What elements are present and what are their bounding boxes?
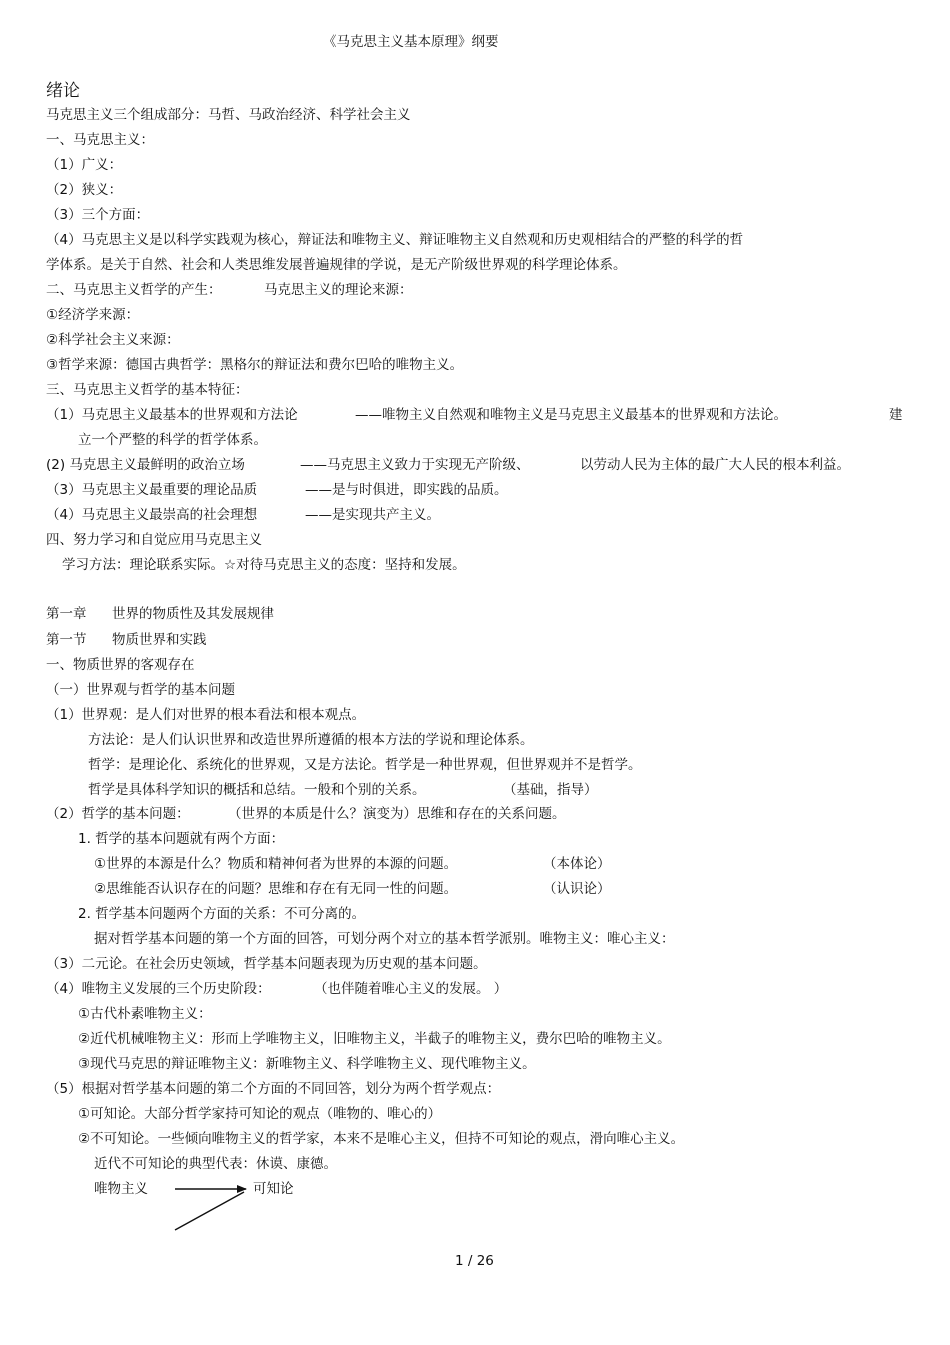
text-line: 三、马克思主义哲学的基本特征： [46,382,249,398]
text-line: 一、马克思主义： [46,132,154,148]
text-line: （也伴随着唯心主义的发展。 ） [314,981,508,997]
text-line: ——唯物主义自然观和唯物主义是马克思主义最基本的世界观和方法论。 [355,407,787,423]
text-line: ②思维能否认识存在的问题？思维和存在有无同一性的问题。 [94,881,458,897]
text-line: (2) 马克思主义最鲜明的政治立场 [46,457,245,473]
text-line: 以劳动人民为主体的最广大人民的根本利益。 [580,457,850,473]
text-line: 哲学：是理论化、系统化的世界观，又是方法论。哲学是一种世界观，但世界观并不是哲学。 [88,757,642,773]
text-line: ③哲学来源：德国古典哲学：黑格尔的辩证法和费尔巴哈的唯物主义。 [46,357,464,373]
text-line: ②不可知论。一些倾向唯物主义的哲学家，本来不是唯心主义，但持不可知论的观点，滑向唯心主义。 [78,1131,685,1147]
text-line: （1）广义： [46,157,123,173]
text-line: 建 [889,407,903,423]
text-line: 方法论：是人们认识世界和改造世界所遵循的根本方法的学说和理论体系。 [88,732,534,748]
document-title: 《马克思主义基本原理》纲要 [323,34,499,50]
text-line: （3）三个方面： [46,207,150,223]
section-heading: 物质世界和实践 [112,632,207,648]
text-line: ——是与时俱进，即实践的品质。 [305,482,508,498]
text-line: 马克思主义的理论来源： [264,282,413,298]
page-number: 1 / 26 [455,1253,494,1269]
text-line: 近代不可知论的典型代表：休谟、康德。 [94,1156,337,1172]
text-line: （1）世界观：是人们对世界的根本看法和根本观点。 [46,707,366,723]
text-line: 2. 哲学基本问题两个方面的关系：不可分离的。 [78,906,366,922]
text-line: （一）世界观与哲学的基本问题 [46,682,235,698]
text-line: （认识论） [543,881,611,897]
text-line: （3）马克思主义最重要的理论品质 [46,482,258,498]
text-line: （1）马克思主义最基本的世界观和方法论 [46,407,298,423]
text-line: 四、努力学习和自觉应用马克思主义 [46,532,262,548]
text-line: （4）马克思主义最崇高的社会理想 [46,507,258,523]
text-line: （3）二元论。在社会历史领域，哲学基本问题表现为历史观的基本问题。 [46,956,487,972]
chapter-heading: 世界的物质性及其发展规律 [112,606,274,622]
text-line: ——是实现共产主义。 [305,507,440,523]
section-heading: 第一节 [46,632,87,648]
chapter-heading: 第一章 [46,606,87,622]
text-line: （基础，指导） [503,782,598,798]
text-line: 马克思主义三个组成部分：马哲、马政治经济、科学社会主义 [46,107,411,123]
text-line: 二、马克思主义哲学的产生： [46,282,222,298]
text-line: 立一个严整的科学的哲学体系。 [78,432,267,448]
text-line: ②近代机械唯物主义：形而上学唯物主义，旧唯物主义，半截子的唯物主义，费尔巴哈的唯物主义。 [78,1031,671,1047]
text-line: 学习方法：理论联系实际。☆对待马克思主义的态度：坚持和发展。 [62,557,466,573]
text-line: （5）根据对哲学基本问题的第二个方面的不同回答，划分为两个哲学观点： [46,1081,501,1097]
diagram-label-knowability: 可知论 [253,1181,294,1197]
text-line: （2）狭义： [46,182,123,198]
text-line: ①古代朴素唯物主义： [78,1006,212,1022]
text-line: （2）哲学的基本问题： [46,806,190,822]
text-line: 一、物质世界的客观存在 [46,657,195,673]
text-line: 1. 哲学的基本问题就有两个方面： [78,831,285,847]
text-line: 据对哲学基本问题的第一个方面的回答，可划分两个对立的基本哲学派别。唯物主义：唯心主义： [94,931,675,947]
text-line: （4）马克思主义是以科学实践观为核心，辩证法和唯物主义、辩证唯物主义自然观和历史观相结合的严整的科学的哲 [46,232,744,248]
text-line: （4）唯物主义发展的三个历史阶段： [46,981,271,997]
text-line: ①可知论。大部分哲学家持可知论的观点（唯物的、唯心的） [78,1106,442,1122]
text-line: （本体论） [543,856,611,872]
text-line: ③现代马克思的辩证唯物主义：新唯物主义、科学唯物主义、现代唯物主义。 [78,1056,536,1072]
text-line: （世界的本质是什么？演变为）思维和存在的关系问题。 [228,806,566,822]
text-line: ——马克思主义致力于实现无产阶级、 [300,457,530,473]
diagram-label-materialism: 唯物主义 [94,1181,148,1197]
arrow-diagonal [175,1192,244,1230]
text-line: 哲学是具体科学知识的概括和总结。一般和个别的关系。 [88,782,426,798]
text-line: ①世界的本源是什么？物质和精神何者为世界的本源的问题。 [94,856,458,872]
text-line: ①经济学来源： [46,307,140,323]
text-line: ②科学社会主义来源： [46,332,180,348]
section-heading: 绪论 [46,81,80,101]
text-line: 学体系。是关于自然、社会和人类思维发展普遍规律的学说，是无产阶级世界观的科学理论体系。 [46,257,627,273]
